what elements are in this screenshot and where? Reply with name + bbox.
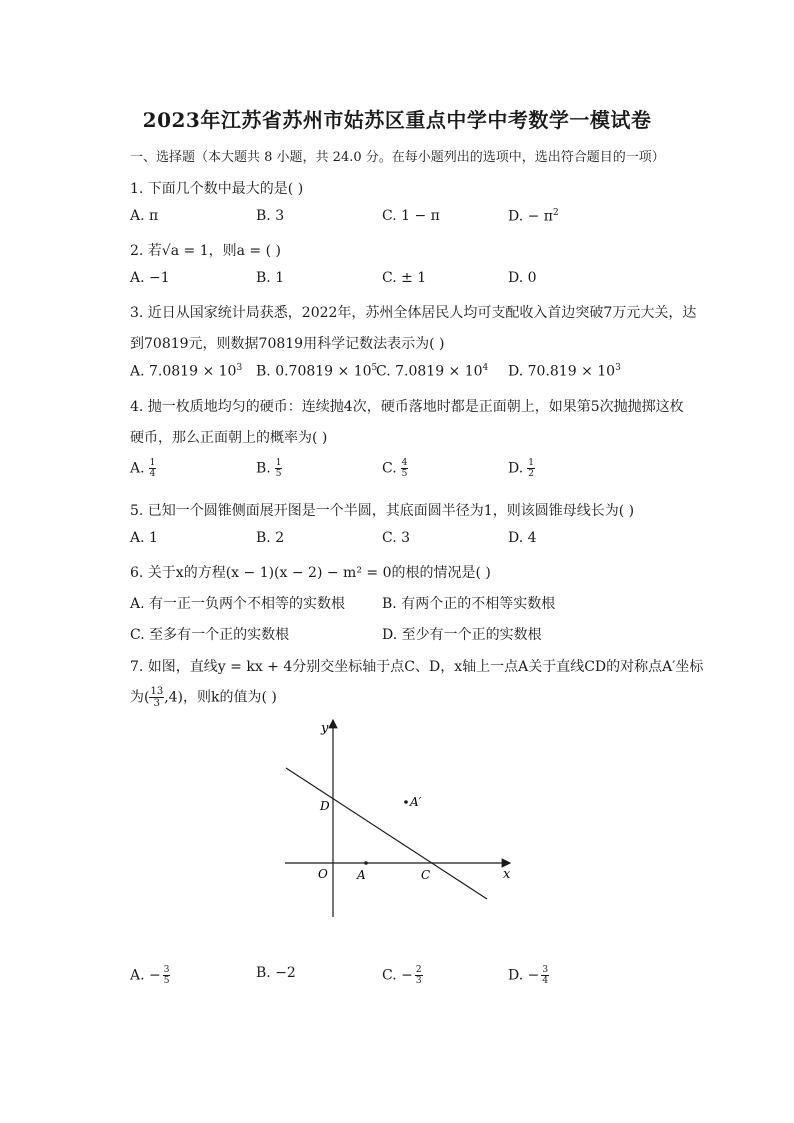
option-a: A. π — [130, 208, 159, 224]
line-cd — [286, 768, 487, 899]
option-c: C. 至多有一个正的实数根 — [130, 627, 290, 643]
option-c: C. $\frac{4}{5}$ — [382, 458, 408, 479]
question-3-stem-line1: 3. 近日从国家统计局获悉，2022年，苏州全体居民人均可支配收入首边突破7万元大关，达 — [130, 305, 697, 321]
label-a-prime: A′ — [410, 795, 422, 809]
label-d: D — [320, 799, 330, 813]
option-a: A. 1 — [130, 530, 158, 546]
option-b: B. −2 — [256, 965, 296, 981]
label-y: y — [321, 721, 329, 736]
option-b: B. 2 — [256, 530, 285, 546]
label-x: x — [503, 867, 511, 882]
option-d: D. $70.819 \times 10^3$ — [508, 363, 621, 380]
question-1-stem: 1. 下面几个数中最大的是( ) — [130, 181, 304, 197]
option-a: A. − $\frac{3}{5}$ — [130, 965, 170, 986]
question-3-stem-line2: 到70819元，则数据70819用科学记数法表示为( ) — [130, 336, 445, 352]
option-d: D. $\frac{1}{2}$ — [508, 458, 534, 479]
option-c: C. 1 − π — [382, 208, 440, 224]
option-c: C. 3 — [382, 530, 411, 546]
coordinate-figure — [270, 712, 530, 932]
option-a: A. $\frac{1}{4}$ — [130, 458, 156, 479]
option-d: D. 至少有一个正的实数根 — [382, 627, 542, 643]
option-d: D. 0 — [508, 270, 537, 286]
option-a: A. −1 — [130, 270, 170, 286]
question-7-stem-line1: 7. 如图，直线y = kx + 4分别交坐标轴于点C、D，x轴上一点A关于直线CD的对称点A′坐标 — [130, 659, 704, 675]
option-b: B. $0.70819 \times 10^5$ — [256, 363, 378, 380]
page-title: 2023年江苏省苏州市姑苏区重点中学中考数学一模试卷 — [142, 108, 652, 132]
point-a — [364, 861, 368, 865]
option-d: D. − $\frac{3}{4}$ — [508, 965, 549, 986]
option-b: B. 3 — [256, 208, 285, 224]
label-c: C — [421, 868, 431, 882]
question-4-stem-line2: 硬币，那么正面朝上的概率为( ) — [130, 430, 328, 446]
option-c: C. ± 1 — [382, 270, 427, 286]
option-d: D. − $\pi^2$ — [508, 208, 559, 225]
point-a-prime — [404, 800, 408, 804]
option-b: B. 有两个正的不相等实数根 — [382, 596, 556, 612]
option-c: C. − $\frac{2}{3}$ — [382, 965, 422, 986]
option-a: A. $7.0819 \times 10^3$ — [130, 363, 243, 380]
option-d: D. 4 — [508, 530, 537, 546]
option-c: C. $7.0819 \times 10^4$ — [376, 363, 489, 380]
option-a: A. 有一正一负两个不相等的实数根 — [130, 596, 346, 612]
question-5-stem: 5. 已知一个圆锥侧面展开图是一个半圆，其底面圆半径为1，则该圆锥母线长为( ) — [130, 503, 635, 519]
question-2-stem: 2. 若√a = 1，则a = ( ) — [130, 243, 281, 259]
question-6-stem: 6. 关于x的方程(x − 1)(x − 2) − m² = 0的根的情况是( ) — [130, 565, 491, 581]
option-b: B. $\frac{1}{5}$ — [256, 458, 282, 479]
question-7-stem-line2: 为( $\frac{13}{3}$ ,4)，则k的值为( ) — [130, 686, 277, 709]
label-o: O — [318, 867, 328, 881]
option-b: B. 1 — [256, 270, 285, 286]
label-a: A — [357, 868, 366, 882]
question-4-stem-line1: 4. 抛一枚质地均匀的硬币：连续抛4次，硬币落地时都是正面朝上，如果第5次抛抛掷这枚 — [130, 399, 684, 415]
section-heading: 一、选择题（本大题共 8 小题，共 24.0 分。在每小题列出的选项中，选出符合题目的一项） — [130, 150, 665, 165]
